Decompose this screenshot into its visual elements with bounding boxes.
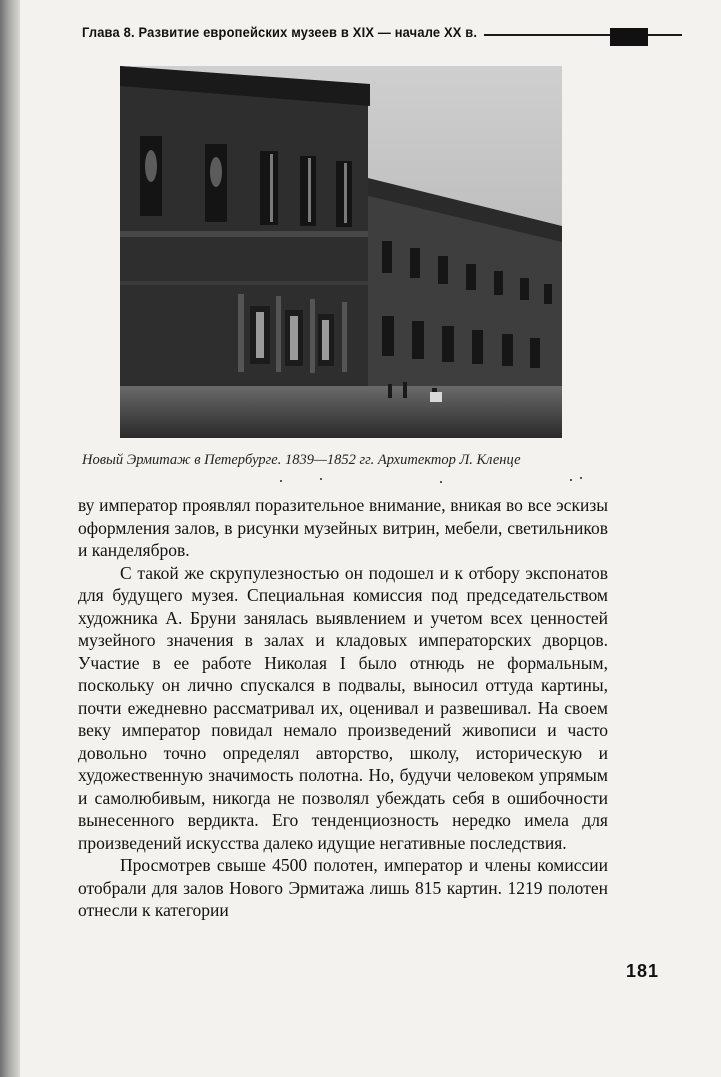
photo-caption: Новый Эрмитаж в Петербурге. 1839—1852 гг. Архитектор Л. Кленце — [82, 452, 521, 468]
running-head — [82, 22, 662, 50]
paragraph-continued: ву император проявлял поразительное внимание, вникая во все эскизы оформления залов, в рисунки музейных витрин, мебели, светильников и канделябров. — [78, 495, 608, 560]
running-head-title: Глава 8. Развитие европейских музеев в XIX — начале XX в. — [82, 24, 478, 40]
paragraph: С такой же скрупулезностью он подошел и к отбору экспонатов для будущего музея. Специальная комиссия под председательством художника А. Бруни занялась выявлением и учетом всех ценностей музейного значения в залах и кладовых императорских дворцов. Участие в ее работе Николая I было отнюдь не формальным, поскольку он лично спускался в подвалы, выносил оттуда картины, почти ежедневно рассматривал их, оценивал и развешивал. На своем веку император повидал немало произведений живописи и часто довольно точно определял авторство, школу, историческую и художественную значимость полотна. Но, будучи человеком упрямым и самолюбивым, никогда не позволял убеждать себя в ошибочности вынесенного вердикта. Его тенденциозность нередко имела для произведений искусства далеко идущие негативные последствия. — [78, 562, 608, 853]
book-spine-shadow — [0, 0, 20, 1077]
running-head-marker — [610, 28, 648, 46]
running-head-rule — [484, 34, 682, 36]
page-number: 181 — [626, 961, 660, 981]
body-text — [78, 494, 608, 922]
new-hermitage-photo — [120, 66, 562, 438]
print-specks — [280, 476, 600, 486]
paragraph: Просмотрев свыше 4500 полотен, император и члены комиссии отобрали для залов Нового Эрмитажа лишь 815 картин. 1219 полотен отнесли к категории — [78, 855, 608, 920]
